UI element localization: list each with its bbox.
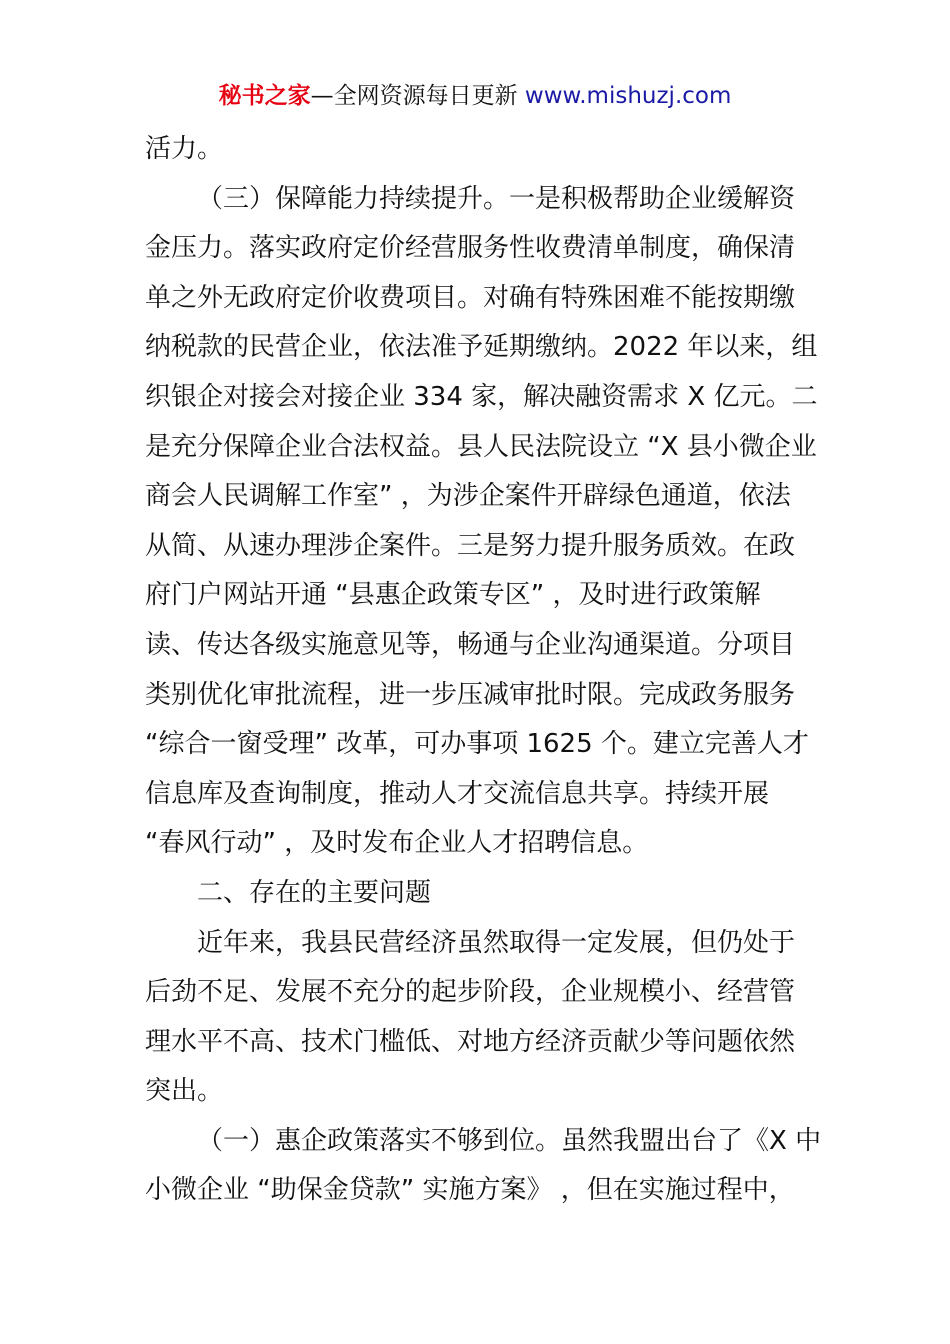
text-line: 小微企业 “助保金贷款” 实施方案》 ，但在实施过程中， xyxy=(145,1175,795,1206)
text-line: 活力。 xyxy=(145,134,224,164)
document-body xyxy=(145,125,822,1216)
text-line: 单之外无政府定价收费项目。对确有特殊困难不能按期缴 xyxy=(145,282,796,313)
brand-name: 秘书之家 xyxy=(218,83,311,109)
text-line: 织银企对接会对接企业 334 家，解决融资需求 X 亿元。二 xyxy=(145,381,818,412)
text-line: 后劲不足、发展不充分的起步阶段，企业规模小、经营管 xyxy=(145,977,796,1008)
text-line: “综合一窗受理” 改革，可办事项 1625 个。建立完善人才 xyxy=(145,729,809,760)
text-line: “春风行动” ，及时发布企业人才招聘信息。 xyxy=(145,828,649,859)
text-line: 从简、从速办理涉企案件。三是努力提升服务质效。在政 xyxy=(145,530,796,561)
text-line: 理水平不高、技术门槛低、对地方经济贡献少等问题依然 xyxy=(145,1026,796,1057)
text-line: 类别优化审批流程，进一步压减审批时限。完成政务服务 xyxy=(145,679,796,710)
site-header xyxy=(0,80,950,112)
text-line: 金压力。落实政府定价经营服务性收费清单制度，确保清 xyxy=(145,233,796,264)
text-line: 纳税款的民营企业，依法准予延期缴纳。2022 年以来，组 xyxy=(145,332,818,363)
text-line: （三）保障能力持续提升。一是积极帮助企业缓解资 xyxy=(197,183,796,214)
text-line: 突出。 xyxy=(145,1076,224,1107)
header-tagline: —全网资源每日更新 xyxy=(310,83,525,109)
text-line: （一）惠企政策落实不够到位。虽然我盟出台了《X 中 xyxy=(197,1125,822,1156)
text-line: 府门户网站开通 “县惠企政策专区” ，及时进行政策解 xyxy=(145,580,761,611)
text-line: 是充分保障企业合法权益。县人民法院设立 “X 县小微企业 xyxy=(145,431,817,462)
text-line: 近年来，我县民营经济虽然取得一定发展，但仍处于 xyxy=(197,927,796,958)
text-line: 商会人民调解工作室” ，为涉企案件开辟绿色通道，依法 xyxy=(145,481,791,512)
text-line: 二、存在的主要问题 xyxy=(197,877,432,908)
text-line: 信息库及查询制度，推动人才交流信息共享。持续开展 xyxy=(145,778,770,809)
text-line: 读、传达各级实施意见等，畅通与企业沟通渠道。分项目 xyxy=(145,629,796,660)
site-url-link[interactable]: www.mishuzj.com xyxy=(524,83,732,109)
